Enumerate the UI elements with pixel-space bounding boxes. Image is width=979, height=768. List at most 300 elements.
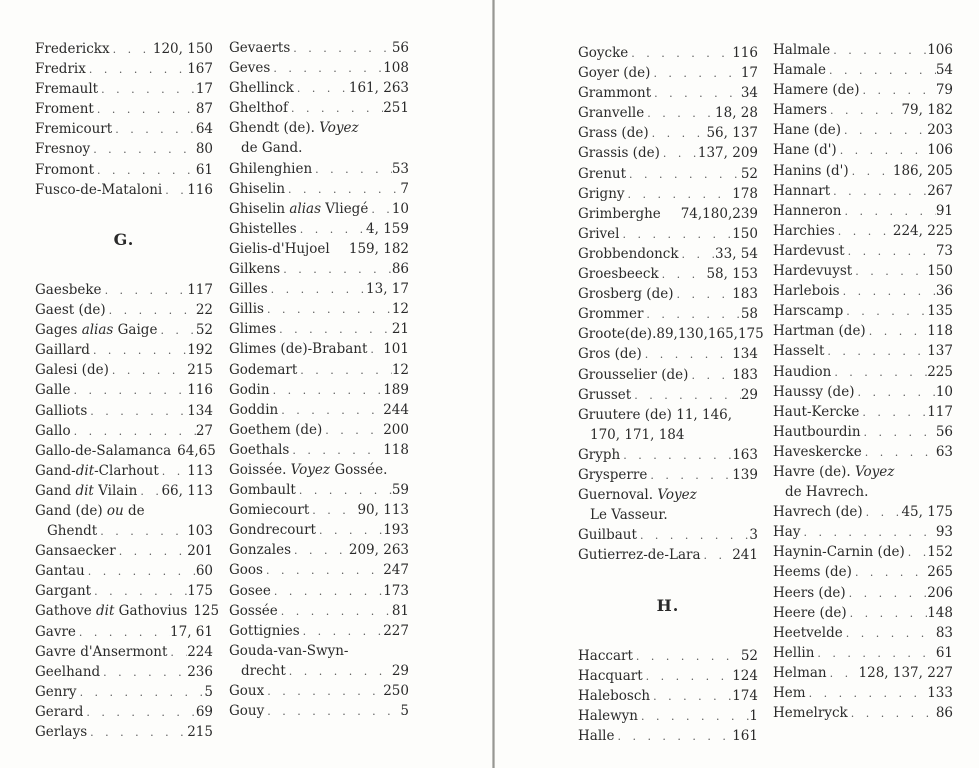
entry-pages: 29 (391, 662, 409, 679)
leader-dots (628, 44, 732, 64)
index-entry (35, 300, 213, 320)
entry-name: Gevaerts (229, 40, 291, 56)
leader-dots (263, 561, 383, 581)
entry-pages: 150 (732, 225, 758, 242)
leader-dots (830, 41, 927, 61)
leader-dots (98, 80, 196, 100)
entry-name: Goos (229, 562, 263, 579)
entry-name: Hellin (773, 644, 815, 661)
index-entry (229, 319, 409, 339)
index-entry (578, 244, 758, 264)
entry-name: Grigny (578, 185, 625, 202)
entry-pages: 224, 225 (892, 222, 953, 239)
index-entry (229, 179, 409, 199)
entry-name: Gonzales (229, 542, 292, 559)
leader-dots (288, 99, 383, 119)
entry-pages: 137 (927, 343, 953, 360)
entry-pages: 101 (383, 341, 409, 358)
leader-dots (647, 466, 732, 486)
entry-pages: 17, 61 (170, 623, 213, 640)
leader-dots (837, 141, 928, 161)
index-entry (35, 320, 213, 340)
entry-name: Gavre (35, 623, 76, 640)
entry-pages: 90, 113 (357, 502, 409, 519)
entry-pages: 137, 209 (697, 145, 758, 162)
leader-dots (847, 604, 928, 624)
index-entry (773, 241, 953, 261)
index-entry (578, 706, 758, 726)
leader-dots (264, 702, 400, 722)
index-entry (578, 224, 758, 244)
entry-name: Gondrecourt (229, 522, 316, 539)
index-entry (229, 380, 409, 400)
leader-dots (367, 340, 383, 360)
index-entry (229, 601, 409, 621)
entry-name: Goycke (578, 45, 629, 61)
entry-pages: 241 (732, 547, 758, 564)
entry-name: Heetvelde (773, 624, 843, 641)
entry-name: Grivel (578, 225, 620, 242)
index-entry (578, 304, 758, 324)
leader-dots (278, 602, 392, 622)
leader-dots (688, 366, 732, 386)
entry-pages: 18, 28 (715, 105, 758, 122)
leader-dots (91, 582, 187, 602)
spacer (35, 260, 213, 280)
leader-dots (620, 225, 733, 245)
entry-name: Haveskercke (773, 443, 862, 460)
leader-dots (827, 664, 859, 684)
entry-pages: 209, 263 (348, 542, 409, 559)
entry-name: Gantau (35, 563, 85, 580)
entry-name: Gouy (229, 703, 265, 720)
entry-name: Godin (229, 381, 270, 398)
index-entry (35, 99, 213, 119)
entry-pages: 69 (195, 703, 213, 720)
entry-name: Grosberg (de) (578, 286, 674, 303)
entry-pages: 56, 137 (706, 125, 758, 142)
entry-name: Gossée (229, 602, 278, 619)
leader-dots (90, 140, 196, 160)
index-entry (229, 98, 409, 118)
leader-dots (296, 481, 392, 501)
entry-pages: 267 (927, 182, 953, 199)
leader-dots (860, 81, 936, 101)
leader-dots (631, 386, 741, 406)
entry-pages: 206 (927, 584, 953, 601)
index-entry (578, 344, 758, 364)
entry-pages: 108 (383, 60, 409, 77)
entry-pages: 135 (927, 303, 953, 320)
index-entry (578, 505, 758, 525)
leader-dots (85, 562, 196, 582)
entry-name: 170, 171, 184 (590, 426, 685, 443)
entry-pages: 29 (740, 386, 758, 403)
leader-dots (626, 165, 741, 185)
index-entry (773, 522, 953, 542)
index-entry (578, 324, 764, 344)
index-entry (773, 221, 953, 241)
leader-dots (297, 220, 366, 240)
entry-pages: 4, 159 (366, 220, 409, 237)
leader-dots (290, 39, 392, 59)
entry-name: Gouda-van-Swyn- (229, 642, 349, 659)
leader-dots (86, 60, 187, 80)
leader-dots (162, 181, 187, 201)
leader-dots (673, 285, 732, 305)
index-entry (35, 501, 213, 521)
index-entry (773, 281, 953, 301)
entry-name: Goethals (229, 441, 290, 458)
entry-name: Gomiecourt (229, 502, 310, 519)
entry-name: drecht (241, 662, 286, 679)
index-entry (773, 201, 953, 221)
index-entry (578, 204, 758, 224)
entry-pages: 117 (187, 281, 213, 298)
entry-pages: 183 (732, 286, 758, 303)
entry-name: Gombault (229, 482, 296, 499)
entry-pages: 175 (187, 583, 213, 600)
index-entry (229, 681, 409, 701)
entry-pages: 52 (740, 165, 758, 182)
entry-pages: 59 (391, 482, 409, 499)
leader-dots (643, 305, 740, 325)
index-entry (773, 603, 953, 623)
entry-pages: 116 (187, 382, 213, 399)
entry-pages: 64,65 (177, 442, 216, 459)
entry-name: Hamers (773, 102, 827, 119)
index-entry (229, 621, 409, 641)
leader-dots (276, 320, 392, 340)
entry-name: Grysperre (578, 466, 648, 483)
entry-pages: 116 (732, 45, 758, 61)
entry-pages: 118 (383, 441, 409, 458)
leader-dots (94, 100, 196, 120)
entry-name: de Havrech. (785, 484, 869, 501)
index-entry (578, 405, 758, 425)
index-entry (578, 184, 758, 204)
entry-name: Gand (de) ou de (35, 502, 145, 519)
entry-pages: 58, 153 (706, 266, 758, 283)
entry-pages: 215 (187, 724, 213, 740)
index-column-2 (229, 38, 409, 721)
entry-name: Gillis (229, 301, 264, 318)
leader-dots (280, 260, 392, 280)
index-entry (35, 662, 213, 682)
entry-name: Gryph (578, 446, 621, 463)
entry-pages: 103 (187, 523, 213, 540)
index-entry (229, 701, 409, 721)
leader-dots (659, 265, 707, 285)
entry-pages: 74,180,239 (680, 205, 758, 222)
index-entry (773, 100, 953, 120)
entry-pages: 134 (187, 402, 213, 419)
entry-pages: 80 (195, 141, 213, 158)
index-entry (773, 502, 953, 522)
entry-pages: 17 (740, 65, 758, 82)
entry-name: Halebosch (578, 687, 651, 704)
entry-name: de Gand. (241, 140, 303, 157)
entry-pages: 215 (187, 362, 213, 379)
entry-pages: 167 (187, 61, 213, 78)
index-entry (229, 560, 409, 580)
index-entry (773, 382, 953, 402)
leader-dots (167, 643, 187, 663)
entry-pages: 5 (400, 703, 409, 720)
entry-name: Gages alias Gaige (35, 322, 158, 339)
leader-dots (830, 182, 927, 202)
leader-dots (316, 521, 383, 541)
entry-name: Fresnoy (35, 141, 91, 158)
entry-name: Glimes (229, 321, 277, 338)
entry-name: Gilles (229, 281, 268, 298)
index-entry (35, 622, 213, 642)
leader-dots (827, 101, 901, 121)
index-entry (229, 78, 409, 98)
leader-dots (840, 282, 936, 302)
leader-dots (157, 321, 195, 341)
entry-name: Genry (35, 683, 77, 700)
entry-pages: 178 (732, 185, 758, 202)
entry-name: Ghendt (47, 523, 98, 540)
entry-pages: 61 (195, 161, 213, 178)
leader-dots (849, 162, 893, 182)
leader-dots (297, 361, 392, 381)
entry-name: Ghelthof (229, 100, 289, 117)
leader-dots (268, 280, 366, 300)
entry-pages: 152 (927, 544, 953, 561)
index-entry (229, 339, 409, 359)
entry-pages: 63 (935, 443, 953, 460)
index-entry (578, 726, 758, 746)
entry-name: Fusco-de-Mataloni (35, 181, 163, 198)
index-column-3 (578, 43, 764, 746)
entry-name: Gand-dit-Clarhout (35, 462, 159, 479)
index-entry (229, 540, 409, 560)
index-entry (773, 161, 953, 181)
index-entry (773, 623, 953, 643)
entry-pages: 251 (383, 100, 409, 117)
entry-name: Goux (229, 683, 265, 699)
index-entry (229, 440, 409, 460)
index-entry (578, 465, 758, 485)
entry-pages: 116 (187, 181, 213, 198)
entry-name: Gilkens (229, 261, 281, 278)
section-letter: G. (113, 229, 135, 249)
leader-dots (861, 423, 936, 443)
entry-pages: 60 (195, 563, 213, 580)
entry-name: Harlebois (773, 283, 840, 300)
entry-name: Hartman (de) (773, 323, 866, 340)
index-entry (578, 545, 758, 565)
entry-name: Geves (229, 60, 271, 77)
entry-name: Froment (35, 101, 94, 118)
index-entry (773, 181, 953, 201)
entry-pages: 133 (927, 685, 953, 701)
index-entry (35, 340, 213, 360)
entry-pages: 250 (383, 683, 409, 699)
index-entry (773, 562, 953, 582)
entry-name: Ghendt (de). Voyez (229, 120, 359, 137)
entry-pages: 174 (732, 687, 758, 704)
leader-dots (77, 683, 205, 703)
index-entry (35, 601, 220, 621)
index-entry (229, 58, 409, 78)
entry-name: Galliots (35, 402, 88, 419)
index-entry (35, 561, 213, 581)
leader-dots (843, 624, 936, 644)
leader-dots (620, 446, 732, 466)
index-entry (773, 60, 953, 80)
index-entry (578, 123, 758, 143)
leader-dots (701, 546, 733, 566)
index-entry (578, 164, 758, 184)
entry-name: Frederickx (35, 41, 110, 57)
entry-name: Ghiselin alias Vliegé (229, 200, 369, 217)
entry-pages: 61 (935, 644, 953, 661)
entry-pages: 45, 175 (901, 504, 953, 521)
index-entry (229, 500, 409, 520)
leader-dots (650, 687, 732, 707)
entry-pages: 113 (187, 462, 213, 479)
entry-name: Gutierrez-de-Lara (578, 547, 701, 564)
entry-pages: 161, 263 (348, 80, 409, 97)
leader-dots (854, 383, 935, 403)
leader-dots (100, 663, 187, 683)
entry-pages: 93 (935, 524, 953, 541)
index-entry (578, 666, 758, 686)
leader-dots (826, 61, 936, 81)
entry-name: Grousselier (de) (578, 366, 689, 383)
entry-name: Goethem (de) (229, 421, 323, 438)
index-entry (578, 83, 758, 103)
leader-dots (835, 222, 893, 242)
spacer (578, 565, 758, 585)
entry-name: Hamale (773, 62, 826, 79)
entry-pages: 5 (204, 683, 213, 700)
entry-name: Haut-Kercke (773, 403, 860, 420)
entry-name: Halle (578, 728, 615, 744)
entry-pages: 128, 137, 227 (858, 664, 953, 681)
index-entry (35, 581, 213, 601)
index-entry (35, 421, 213, 441)
index-entry (578, 525, 758, 545)
entry-name: Hane (d') (773, 142, 837, 159)
entry-name: Gerard (35, 703, 84, 720)
entry-name: Ghilenghien (229, 160, 313, 177)
leader-dots (843, 302, 927, 322)
entry-name: Grommer (578, 306, 644, 323)
index-entry (35, 702, 213, 722)
index-entry (578, 103, 758, 123)
leader-dots (633, 647, 741, 667)
index-entry (35, 461, 213, 481)
entry-name: Grobbendonck (578, 245, 679, 262)
entry-name: Goyer (de) (578, 65, 651, 82)
leader-dots (300, 622, 384, 642)
entry-name: Gruutere (de) 11, 146, (578, 406, 733, 423)
leader-dots (109, 361, 187, 381)
entry-pages: 87 (195, 101, 213, 118)
entry-name: Galle (35, 382, 71, 399)
leader-dots (848, 704, 936, 724)
entry-name: Grimberghe (578, 205, 661, 222)
entry-pages: 86 (935, 705, 953, 722)
index-entry (35, 160, 213, 180)
index-entry (773, 442, 953, 462)
leader-dots (660, 144, 698, 164)
index-entry (35, 39, 213, 59)
leader-dots (102, 281, 188, 301)
index-entry (773, 301, 953, 321)
entry-pages: 83 (935, 624, 953, 641)
entry-name: Goissée. Voyez Gossée. (229, 461, 388, 478)
entry-pages: 21 (391, 321, 409, 338)
index-entry (578, 264, 758, 284)
leader-dots (905, 543, 928, 563)
entry-name: Ghiselin (229, 180, 286, 197)
leader-dots (625, 185, 733, 205)
entry-pages: 64 (195, 121, 213, 138)
leader-dots (106, 301, 196, 321)
entry-pages: 200 (383, 421, 409, 438)
entry-pages: 192 (187, 342, 213, 359)
entry-name: Fremault (35, 81, 99, 98)
index-entry (578, 686, 758, 706)
entry-name: Hasselt (773, 343, 825, 360)
leader-dots (841, 121, 927, 141)
leader-dots (112, 120, 196, 140)
leader-dots (278, 401, 383, 421)
leader-dots (264, 300, 392, 320)
entry-name: Helman (773, 664, 827, 681)
index-entry (229, 520, 409, 540)
index-entry (229, 219, 409, 239)
leader-dots (116, 542, 188, 562)
leader-dots (291, 541, 349, 561)
entry-name: Gargant (35, 583, 92, 600)
entry-name: Fremicourt (35, 121, 113, 138)
leader-dots (87, 723, 187, 743)
leader-dots (110, 40, 153, 60)
index-entry (773, 643, 953, 663)
leader-dots (270, 381, 384, 401)
entry-pages: 81 (391, 602, 409, 619)
index-entry (578, 485, 758, 505)
entry-name: Halmale (773, 42, 831, 58)
entry-pages: 244 (383, 401, 409, 418)
leader-dots (270, 59, 383, 79)
leader-dots (271, 582, 383, 602)
index-entry (773, 583, 953, 603)
entry-name: Gathove dit Gathovius (35, 603, 188, 620)
index-entry (773, 683, 953, 703)
index-entry (229, 259, 409, 279)
entry-name: Grenut (578, 165, 627, 182)
entry-pages: 79 (935, 82, 953, 99)
index-entry (773, 321, 953, 341)
leader-dots (642, 345, 732, 365)
index-entry (229, 641, 409, 661)
entry-pages: 12 (391, 361, 409, 378)
index-entry (578, 63, 758, 83)
leader-dots (814, 644, 935, 664)
leader-dots (289, 441, 383, 461)
entry-pages: 34 (740, 85, 758, 102)
entry-pages: 183 (732, 366, 758, 383)
entry-name: Hemelryck (773, 705, 848, 722)
leader-dots (644, 104, 715, 124)
